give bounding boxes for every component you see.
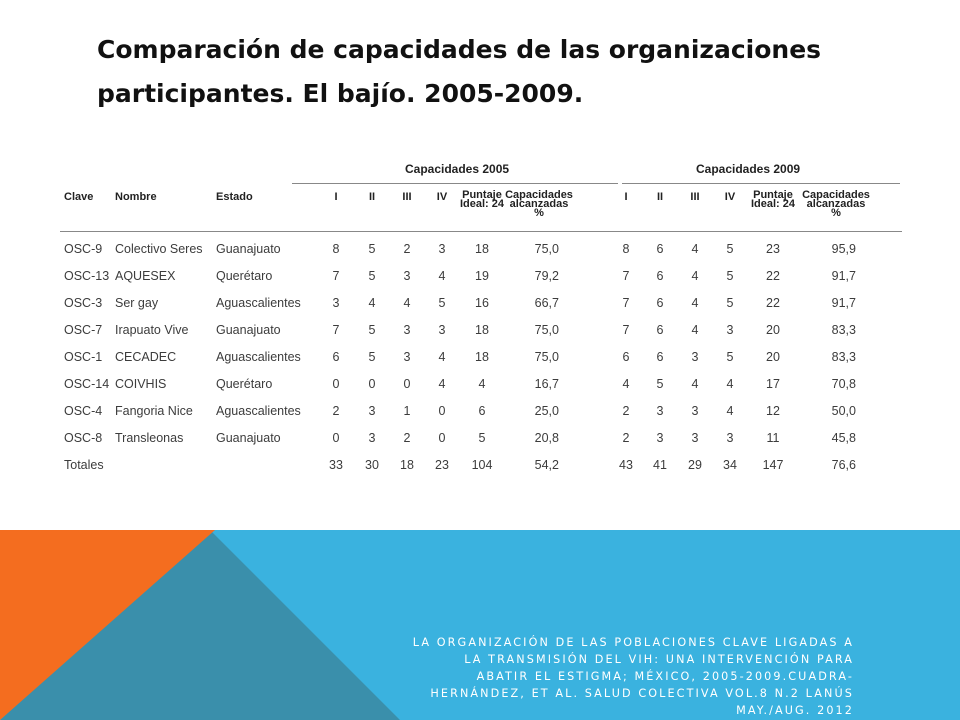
row-6-2005-1: 3 xyxy=(368,404,376,418)
row-4-2009-0: 6 xyxy=(622,350,630,364)
row-5-estado: Querétaro xyxy=(216,377,273,391)
row-6-2009-5: 50,0 xyxy=(831,404,856,418)
row-7-clave: OSC-8 xyxy=(64,431,103,445)
row-7-2005-4: 5 xyxy=(478,431,486,445)
citation-line-3: ABATIR EL ESTIGMA; MÉXICO, 2005-2009.CUADRA- xyxy=(476,670,854,683)
header-cap-2009-l3: % xyxy=(831,207,841,219)
citation-line-5: MAY./AUG. 2012 xyxy=(736,704,854,717)
row-0-2009-1: 6 xyxy=(656,242,664,256)
header-puntaje-2005-l2: Ideal: 24 xyxy=(459,198,505,210)
row-5-nombre: COIVHIS xyxy=(115,377,167,391)
row-7-estado: Guanajuato xyxy=(216,431,281,445)
header-i-2005: I xyxy=(334,191,338,203)
row-5-2009-5: 70,8 xyxy=(831,377,856,391)
row-1-2005-1: 5 xyxy=(368,269,376,283)
header-iii-2005: III xyxy=(402,191,412,203)
row-6-2005-2: 1 xyxy=(403,404,411,418)
header-iii-2009: III xyxy=(690,191,700,203)
row-6-estado: Aguascalientes xyxy=(216,404,301,418)
row-3-clave: OSC-7 xyxy=(64,323,103,337)
totals-2009-3: 34 xyxy=(723,458,737,472)
row-6-2009-4: 12 xyxy=(766,404,780,418)
row-7-2009-2: 3 xyxy=(691,431,699,445)
row-1-2005-0: 7 xyxy=(332,269,340,283)
row-3-2009-1: 6 xyxy=(656,323,664,337)
row-2-2009-4: 22 xyxy=(766,296,780,310)
row-0-2005-3: 3 xyxy=(438,242,446,256)
row-5-2009-3: 4 xyxy=(726,377,734,391)
row-0-2009-3: 5 xyxy=(726,242,734,256)
row-7-2005-2: 2 xyxy=(403,431,411,445)
header-ii-2005: II xyxy=(368,191,376,203)
group-rule-2009 xyxy=(622,183,900,184)
row-5-2009-0: 4 xyxy=(622,377,630,391)
citation-line-4: HERNÁNDEZ, ET AL. SALUD COLECTIVA VOL.8 N.2 LANÚS xyxy=(430,687,854,700)
row-0-estado: Guanajuato xyxy=(216,242,281,256)
row-3-2005-2: 3 xyxy=(403,323,411,337)
row-0-2009-2: 4 xyxy=(691,242,699,256)
row-4-2005-4: 18 xyxy=(475,350,489,364)
totals-2005-5: 54,2 xyxy=(534,458,559,472)
header-ii-2009: II xyxy=(656,191,664,203)
row-3-estado: Guanajuato xyxy=(216,323,281,337)
row-6-2005-0: 2 xyxy=(332,404,340,418)
row-7-2009-3: 3 xyxy=(726,431,734,445)
row-1-2009-3: 5 xyxy=(726,269,734,283)
row-3-2009-4: 20 xyxy=(766,323,780,337)
row-0-2005-4: 18 xyxy=(475,242,489,256)
citation-line-2: LA TRANSMISIÓN DEL VIH: UNA INTERVENCIÓN PARA xyxy=(464,653,854,666)
header-estado: Estado xyxy=(216,191,253,203)
row-2-2009-5: 91,7 xyxy=(831,296,856,310)
header-iv-2005: IV xyxy=(436,191,448,203)
row-2-2005-3: 5 xyxy=(438,296,446,310)
row-4-estado: Aguascalientes xyxy=(216,350,301,364)
row-6-clave: OSC-4 xyxy=(64,404,103,418)
totals-2009-2: 29 xyxy=(688,458,702,472)
row-3-2009-2: 4 xyxy=(691,323,699,337)
row-1-2005-3: 4 xyxy=(438,269,446,283)
header-puntaje-2005-l1: Puntaje xyxy=(462,189,502,201)
totals-2009-4: 147 xyxy=(762,458,784,472)
row-0-2005-1: 5 xyxy=(368,242,376,256)
row-2-nombre: Ser gay xyxy=(115,296,159,310)
header-cap-2009-l1: Capacidades xyxy=(802,189,870,201)
row-7-2005-0: 0 xyxy=(332,431,340,445)
row-5-2005-4: 4 xyxy=(478,377,486,391)
group-header-2009: Capacidades 2009 xyxy=(696,162,801,176)
row-2-2005-2: 4 xyxy=(403,296,411,310)
row-6-2009-0: 2 xyxy=(622,404,630,418)
group-rule-2005 xyxy=(292,183,618,184)
row-2-2005-5: 66,7 xyxy=(534,296,559,310)
totals-2005-2: 18 xyxy=(400,458,414,472)
row-6-2009-2: 3 xyxy=(691,404,699,418)
row-7-2005-3: 0 xyxy=(438,431,446,445)
header-i-2009: I xyxy=(624,191,628,203)
row-1-2005-5: 79,2 xyxy=(534,269,559,283)
row-2-2009-3: 5 xyxy=(726,296,734,310)
row-0-2005-0: 8 xyxy=(332,242,340,256)
row-7-2005-5: 20,8 xyxy=(534,431,559,445)
row-0-clave: OSC-9 xyxy=(64,242,103,256)
header-cap-2005-l1: Capacidades xyxy=(505,189,573,201)
row-0-2009-0: 8 xyxy=(622,242,630,256)
row-3-2005-0: 7 xyxy=(332,323,340,337)
row-3-2009-3: 3 xyxy=(726,323,734,337)
header-nombre: Nombre xyxy=(115,191,157,203)
header-puntaje-2009-l1: Puntaje xyxy=(753,189,793,201)
row-5-2005-5: 16,7 xyxy=(534,377,559,391)
row-0-2005-2: 2 xyxy=(403,242,411,256)
row-4-2009-1: 6 xyxy=(656,350,664,364)
row-4-2009-4: 20 xyxy=(766,350,780,364)
capacities-table xyxy=(60,158,902,480)
header-cap-2005-l3: % xyxy=(534,207,544,219)
row-4-2005-2: 3 xyxy=(403,350,411,364)
row-3-2005-5: 75,0 xyxy=(534,323,559,337)
row-2-2009-2: 4 xyxy=(691,296,699,310)
totals-label: Totales xyxy=(64,458,104,472)
header-puntaje-2009-l2: Ideal: 24 xyxy=(750,198,796,210)
row-3-2009-0: 7 xyxy=(622,323,630,337)
row-7-2009-1: 3 xyxy=(656,431,664,445)
row-6-2005-3: 0 xyxy=(438,404,446,418)
row-5-2005-2: 0 xyxy=(403,377,411,391)
row-1-nombre: AQUESEX xyxy=(115,269,176,283)
header-clave: Clave xyxy=(64,191,94,203)
row-1-2005-2: 3 xyxy=(403,269,411,283)
citation-line-1: LA ORGANIZACIÓN DE LAS POBLACIONES CLAVE LIGADAS A xyxy=(412,636,854,649)
row-2-2005-0: 3 xyxy=(332,296,340,310)
row-2-2009-1: 6 xyxy=(656,296,664,310)
row-1-2009-2: 4 xyxy=(691,269,699,283)
row-1-2009-5: 91,7 xyxy=(831,269,856,283)
row-4-2005-3: 4 xyxy=(438,350,446,364)
row-5-2009-1: 5 xyxy=(656,377,664,391)
row-2-estado: Aguascalientes xyxy=(216,296,301,310)
row-2-2005-4: 16 xyxy=(475,296,489,310)
row-7-2005-1: 3 xyxy=(368,431,376,445)
row-6-nombre: Fangoria Nice xyxy=(115,404,193,418)
row-1-2009-0: 7 xyxy=(622,269,630,283)
row-5-2009-4: 17 xyxy=(766,377,780,391)
row-4-2009-5: 83,3 xyxy=(831,350,856,364)
row-5-2005-0: 0 xyxy=(332,377,340,391)
row-1-2009-4: 22 xyxy=(766,269,780,283)
row-6-2009-3: 4 xyxy=(726,404,734,418)
row-3-2005-1: 5 xyxy=(368,323,376,337)
row-4-2005-5: 75,0 xyxy=(534,350,559,364)
citation-text xyxy=(380,634,854,719)
row-4-2005-0: 6 xyxy=(332,350,340,364)
slide-title xyxy=(97,28,897,116)
row-7-2009-4: 11 xyxy=(766,431,780,445)
row-5-clave: OSC-14 xyxy=(64,377,110,391)
row-4-2009-2: 3 xyxy=(691,350,699,364)
row-1-estado: Querétaro xyxy=(216,269,273,283)
totals-2005-3: 23 xyxy=(435,458,449,472)
row-4-clave: OSC-1 xyxy=(64,350,103,364)
row-1-clave: OSC-13 xyxy=(64,269,110,283)
row-5-2005-1: 0 xyxy=(368,377,376,391)
row-3-nombre: Irapuato Vive xyxy=(115,323,189,337)
row-2-2005-1: 4 xyxy=(368,296,376,310)
row-0-2009-4: 23 xyxy=(766,242,780,256)
header-iv-2009: IV xyxy=(724,191,736,203)
row-2-2009-0: 7 xyxy=(622,296,630,310)
totals-2009-1: 41 xyxy=(653,458,667,472)
row-3-2009-5: 83,3 xyxy=(831,323,856,337)
row-0-2009-5: 95,9 xyxy=(831,242,856,256)
row-4-2005-1: 5 xyxy=(368,350,376,364)
row-0-nombre: Colectivo Seres xyxy=(115,242,203,256)
totals-2009-5: 76,6 xyxy=(831,458,856,472)
row-6-2005-4: 6 xyxy=(478,404,486,418)
row-5-2005-3: 4 xyxy=(438,377,446,391)
row-3-2005-4: 18 xyxy=(475,323,489,337)
totals-2005-1: 30 xyxy=(365,458,379,472)
row-1-2005-4: 19 xyxy=(475,269,489,283)
row-1-2009-1: 6 xyxy=(656,269,664,283)
row-6-2005-5: 25,0 xyxy=(534,404,559,418)
row-3-2005-3: 3 xyxy=(438,323,446,337)
group-header-2005: Capacidades 2005 xyxy=(405,162,510,176)
header-cap-2005-l2: alcanzadas xyxy=(509,198,569,210)
row-0-2005-5: 75,0 xyxy=(534,242,559,256)
totals-2005-4: 104 xyxy=(471,458,493,472)
capacities-table-image xyxy=(60,158,902,480)
row-4-2009-3: 5 xyxy=(726,350,734,364)
slide-title-line-1: Comparación de capacidades de las organizaciones xyxy=(97,35,822,64)
row-7-2009-5: 45,8 xyxy=(831,431,856,445)
row-6-2009-1: 3 xyxy=(656,404,664,418)
row-4-nombre: CECADEC xyxy=(115,350,177,364)
header-cap-2009-l2: alcanzadas xyxy=(806,198,866,210)
slide-title-line-2: participantes. El bajío. 2005-2009. xyxy=(97,79,584,108)
row-5-2009-2: 4 xyxy=(691,377,699,391)
totals-2005-0: 33 xyxy=(329,458,343,472)
totals-2009-0: 43 xyxy=(619,458,633,472)
row-7-nombre: Transleonas xyxy=(115,431,184,445)
row-7-2009-0: 2 xyxy=(622,431,630,445)
header-rule xyxy=(60,231,902,232)
row-2-clave: OSC-3 xyxy=(64,296,103,310)
